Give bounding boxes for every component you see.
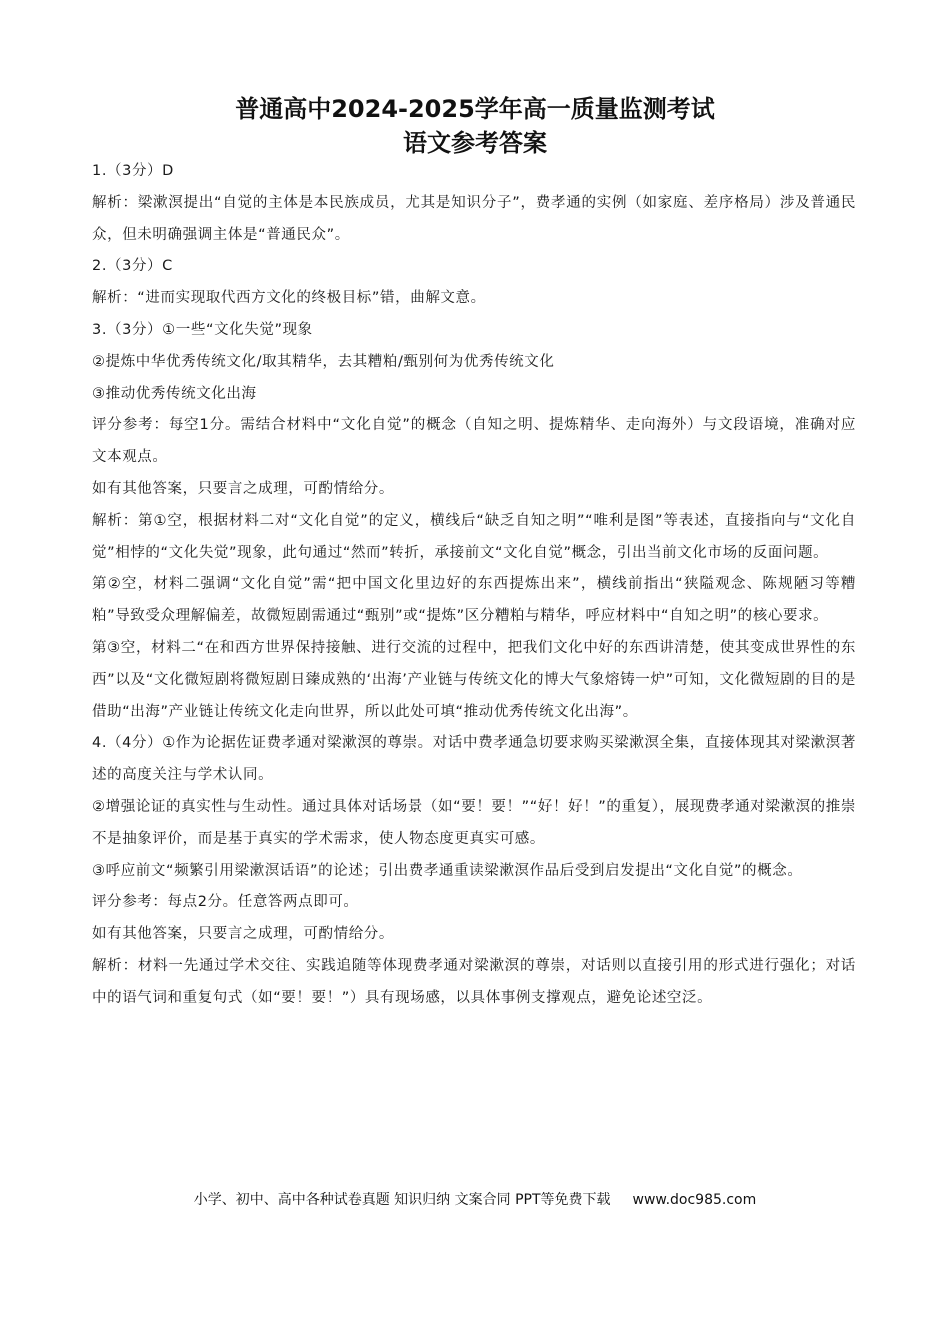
q4-other-answers: 如有其他答案，只要言之成理，可酌情给分。 — [92, 926, 394, 943]
q3-answer-1: 3.（3分）①一些“文化失觉”现象 — [92, 321, 313, 338]
q3-scoring: 评分参考：每空1分。需结合材料中“文化自觉”的概念（自知之明、提炼精华、走向海外）与文段语境，准确对应文本观点。 — [92, 417, 856, 466]
q4-answer-3: ③呼应前文“频繁引用梁漱溟话语”的论述；引出费孝通重读梁漱溟作品后受到启发提出“文化自觉”的概念。 — [92, 862, 803, 879]
q4-analysis: 解析：材料一先通过学术交往、实践追随等体现费孝通对梁漱溟的尊崇，对话则以直接引用的形式进行强化；对话中的语气词和重复句式（如“要！要！”）具有现场感，以具体事例支撑观点，避免论述空泛。 — [92, 957, 856, 1006]
q3-answer-3: ③推动优秀传统文化出海 — [92, 385, 257, 402]
answer-key-title: 语文参考答案 — [403, 129, 547, 157]
q3-answer-2: ②提炼中华优秀传统文化/取其精华，去其糟粕/甄别何为优秀传统文化 — [92, 353, 555, 370]
q2-answer: 2.（3分）C — [92, 258, 173, 275]
answer-body — [92, 156, 856, 1015]
page-footer — [0, 1188, 950, 1212]
footer-text: 小学、初中、高中各种试卷真题 知识归纳 文案合同 PPT等免费下载 — [193, 1192, 611, 1208]
q4-answer-1: 4.（4分）①作为论据佐证费孝通对梁漱溟的尊崇。对话中费孝通急切要求购买梁漱溟全集，直接体现其对梁漱溟著述的高度关注与学术认同。 — [92, 735, 856, 784]
q4-scoring: 评分参考：每点2分。任意答两点即可。 — [92, 894, 359, 911]
q4-answer-2: ②增强论证的真实性与生动性。通过具体对话场景（如“要！要！”“好！好！”的重复），展现费孝通对梁漱溟的推崇不是抽象评价，而是基于真实的学术需求，使人物态度更真实可感。 — [92, 798, 856, 847]
q3-analysis-2: 第②空，材料二强调“文化自觉”需“把中国文化里边好的东西提炼出来”，横线前指出“狭隘观念、陈规陋习等糟粕”导致受众理解偏差，故微短剧需通过“甄别”或“提炼”区分糟粕与精华，呼应材料中“自知之明”的核心要求。 — [92, 576, 856, 625]
q1-analysis: 解析：梁漱溟提出“自觉的主体是本民族成员，尤其是知识分子”，费孝通的实例（如家庭、差序格局）涉及普通民众，但未明确强调主体是“普通民众”。 — [92, 194, 856, 243]
q2-analysis: 解析：“进而实现取代西方文化的终极目标”错，曲解文意。 — [92, 290, 486, 307]
exam-title: 普通高中2024-2025学年高一质量监测考试 — [235, 95, 715, 123]
q1-answer: 1.（3分）D — [92, 163, 174, 179]
q3-other-answers: 如有其他答案，只要言之成理，可酌情给分。 — [92, 480, 394, 497]
q3-analysis-1: 解析：第①空，根据材料二对“文化自觉”的定义，横线后“缺乏自知之明”“唯利是图”等表述，直接指向与“文化自觉”相悖的“文化失觉”现象，此句通过“然而”转折，承接前文“文化自觉”概念，引出当前文化市场的反面问题。 — [92, 512, 856, 561]
footer-url[interactable]: www.doc985.com — [632, 1192, 757, 1208]
q3-analysis-3: 第③空，材料二“在和西方世界保持接触、进行交流的过程中，把我们文化中好的东西讲清楚，使其变成世界性的东西”以及“文化微短剧将微短剧日臻成熟的‘出海’产业链与传统文化的博大气象熔铸一炉”可知，文化微短剧的目的是借助“出海”产业链让传统文化走向世界，所以此处可填“推动优秀传统文化出海”。 — [92, 639, 856, 720]
